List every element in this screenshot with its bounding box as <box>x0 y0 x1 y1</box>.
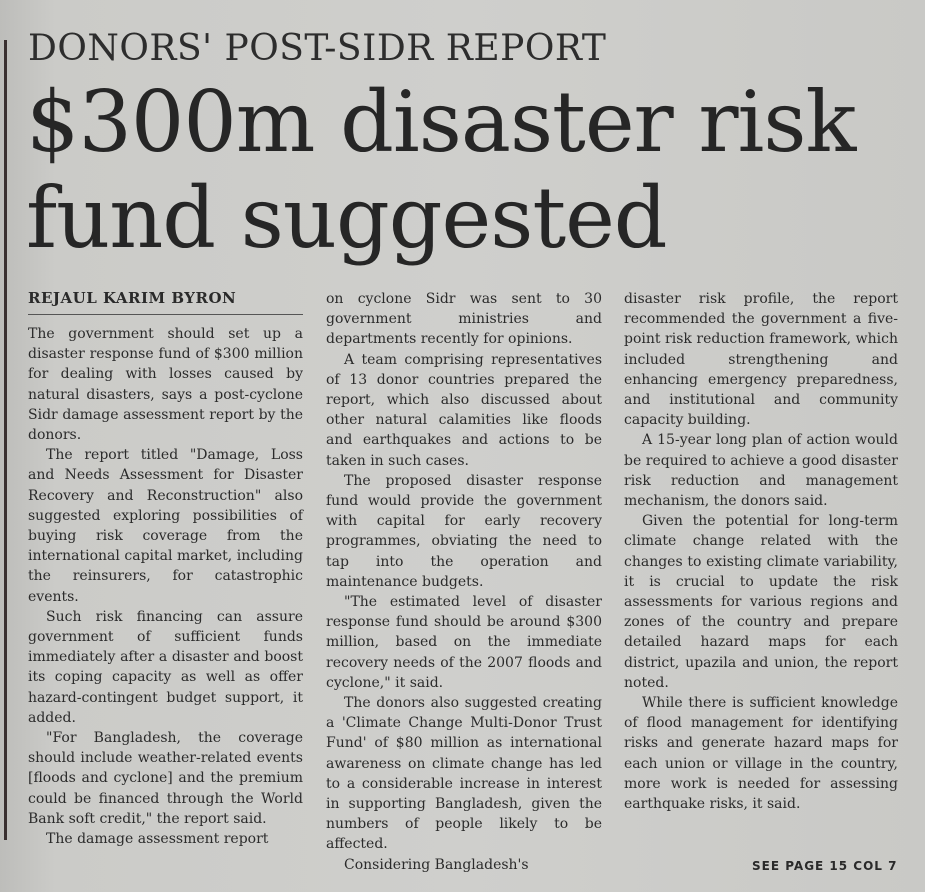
byline: REJAUL KARIM BYRON <box>28 289 237 307</box>
paragraph: "For Bangladesh, the coverage should include weather-related events [floods and cyclone] and the premium could be financed through the World Bank soft credit," the report said. <box>28 730 303 827</box>
paragraph: Given the potential for long-term climate change related with the changes to existing climate variability, it is crucial to update the risk assessments for various regions and zones of the country and prepare detailed hazard maps for each district, upazila and union, the report noted. <box>624 513 898 691</box>
paragraph: The donors also suggested creating a 'Climate Change Multi-Donor Trust Fund' of $80 million as international awareness on climate change has led to a considerable increase in interest in supporting Bangladesh, given the numbers of people likely to be affected. <box>326 695 602 853</box>
article-column-3 <box>624 289 898 814</box>
article-column-1 <box>28 324 303 849</box>
article-column-2 <box>326 289 602 875</box>
paragraph: The damage assessment report <box>46 831 269 848</box>
paragraph: While there is sufficient knowledge of flood management for identifying risks and generate hazard maps for each union or village in the country, more work is needed for assessing earthquake risks, it said. <box>624 695 898 813</box>
paragraph: "The estimated level of disaster response fund should be around $300 million, based on the immediate recovery needs of the 2007 floods and cyclone," it said. <box>326 594 602 691</box>
paragraph: The report titled "Damage, Loss and Needs Assessment for Disaster Recovery and Reconstruction" also suggested exploring possibilities of buying risk coverage from the international capital market, including the reinsurers, for catastrophic events. <box>28 447 303 605</box>
paragraph: The proposed disaster response fund would provide the government with capital for early recovery programmes, obviating the need to tap into the operation and maintenance budgets. <box>326 472 602 590</box>
paragraph: A 15-year long plan of action would be required to achieve a good disaster risk reduction and management mechanism, the donors said. <box>624 432 898 510</box>
column-rule <box>4 40 7 840</box>
paragraph: on cyclone Sidr was sent to 30 government ministries and departments recently for opinions. <box>326 291 602 348</box>
continuation-line: SEE PAGE 15 COL 7 <box>752 859 898 873</box>
headline: $300m disaster risk fund suggested <box>26 73 856 267</box>
paragraph: The government should set up a disaster response fund of $300 million for dealing with losses caused by natural disasters, says a post-cyclone Sidr damage assessment report by the donors. <box>28 326 303 444</box>
paragraph: disaster risk profile, the report recommended the government a five-point risk reduction framework, which included strengthening and enhancing emergency preparedness, and institutional and community capacity building. <box>624 291 898 429</box>
kicker: DONORS' POST-SIDR REPORT <box>28 28 607 69</box>
byline-rule <box>28 314 303 315</box>
paragraph: Such risk financing can assure government of sufficient funds immediately after a disaster and boost its coping capacity as well as offer hazard-contingent budget support, it added. <box>28 608 303 726</box>
paragraph: Considering Bangladesh's <box>344 856 529 873</box>
paragraph: A team comprising representatives of 13 donor countries prepared the report, which also discussed about other natural calamities like floods and earthquakes and actions to be taken in such cases. <box>326 351 602 469</box>
